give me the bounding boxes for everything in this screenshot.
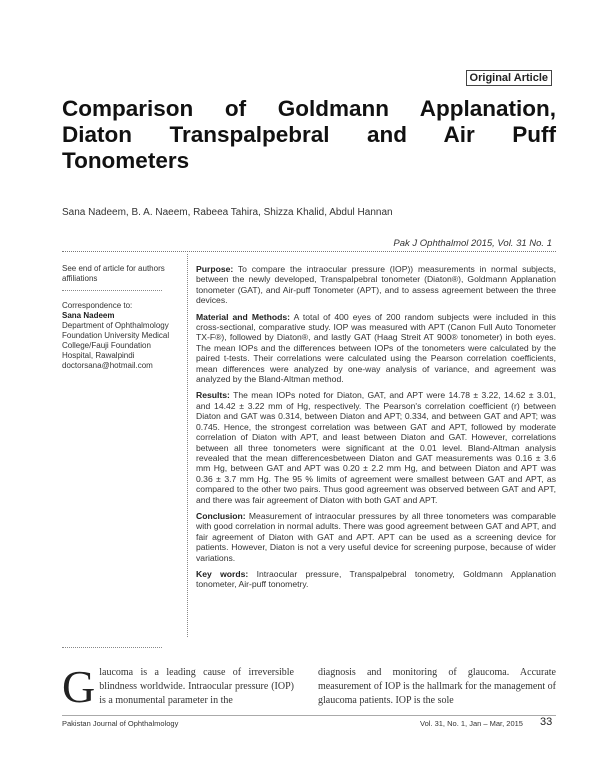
footer-issue: Vol. 31, No. 1, Jan – Mar, 2015 bbox=[420, 719, 523, 728]
methods-label: Material and Methods: bbox=[196, 311, 291, 322]
abstract-keywords bbox=[196, 569, 556, 590]
affiliations-note: See end of article for authors affiliations bbox=[62, 264, 165, 283]
footer-rule bbox=[62, 715, 556, 716]
sidebar-divider bbox=[62, 290, 162, 291]
correspondence-email: doctorsana@hotmail.com bbox=[62, 361, 153, 370]
conclusion-label: Conclusion: bbox=[196, 510, 246, 521]
abstract bbox=[196, 264, 556, 596]
keywords-text: Intraocular pressure, Transpalpebral tonometry, Goldmann Applanation tonometer, Air-puff tonometry. bbox=[196, 568, 556, 590]
dotted-divider-bottom bbox=[62, 647, 162, 648]
purpose-label: Purpose: bbox=[196, 264, 234, 274]
abstract-conclusion bbox=[196, 511, 556, 563]
page-number: 33 bbox=[540, 716, 553, 728]
correspondence-address: Department of Ophthalmology Foundation University Medical College/Fauji Foundation Hospital, Rawalpindi bbox=[62, 321, 170, 360]
sidebar bbox=[62, 264, 180, 371]
methods-text: A total of 400 eyes of 200 random subjects were included in this cross-sectional, comparative study. IOP was measured with APT (Canon Full Auto Tonometer TX-F®), followed by Diaton®, and lastly GAT (Haag Streit AT 900® tonometer) in both eyes. The mean IOPs and the differences between IOPs of the tonometers were calculated by the paired t-tests. Their correlations were calculated using the Pearson correlation coefficients, mean differences were analyzed by one-way analysis of variance, and agreement was analyzed by the Bland-Altman method. bbox=[196, 311, 556, 385]
abstract-purpose bbox=[196, 264, 556, 306]
keywords-label: Key words: bbox=[196, 568, 249, 579]
abstract-results bbox=[196, 390, 556, 504]
body-column-1 bbox=[62, 661, 294, 712]
footer-journal-name: Pakistan Journal of Ophthalmology bbox=[62, 719, 179, 728]
conclusion-text: Measurement of intraocular pressures by all three tonometers was comparable with good correlation in normal adults. There was good agreement between GAT and APT, and fair agreement of Diaton with GAT and APT. APT can be used as a screening device for patients. However, Diaton is not a very useful device for screening purpose, because of wider variations. bbox=[196, 510, 556, 563]
body-column-2: diagnosis and monitoring of glaucoma. Accurate measurement of IOP is the hallmark for the management of glaucoma patients. IOP is the sole bbox=[318, 667, 556, 706]
author-list: Sana Nadeem, B. A. Naeem, Rabeea Tahira, Shizza Khalid, Abdul Hannan bbox=[62, 207, 393, 218]
purpose-text: To compare the intraocular pressure (IOP)) measurements in normal subjects, between the newly developed, Transpalpebral tonometer (Diaton®), Goldmann Applanation tonometer (GAT), and Air-puff Tonometer (APT), and to assess agreement between the three devices. bbox=[196, 264, 556, 306]
article-type-label: Original Article bbox=[466, 70, 552, 86]
correspondence-label: Correspondence to: bbox=[62, 301, 133, 310]
dotted-vertical-divider bbox=[187, 254, 188, 637]
results-text: The mean IOPs noted for Diaton, GAT, and APT were 14.78 ± 3.22, 14.62 ± 3.01, and 14.42 ± 3.22 mm of Hg, respectively. The Pearson's correlation coefficient (r) between Diaton and GAT was 0.314, between Diaton and APT; 0.334, and between GAT and APT; was 0.745. Hence, the strongest correlation was between GAT and APT, followed by moderate correlation of Diaton with APT, and least between Diaton and GAT. However, correlations between all three tonometers were significant at the 0.01 level. Bland-Altman analysis revealed that the mean differencesbetween Diaton and GAT measurements was 0.16 ± 3.6 mm Hg, between GAT and APT was 0.20 ± 2.2 mm Hg, and between Diaton and APT was 0.36 ± 3.7 mm Hg. The 95 % limits of agreement were smallest between GAT and APT, as compared to the other two pairs. Thus good agreement was observed between GAT and APT, and there was fair agreement of Diaton with both GAT and APT. bbox=[196, 390, 556, 505]
body-text-1: laucoma is a leading cause of irreversible blindness worldwide. Intraocular pressure (IOP) is a monumental parameter in the bbox=[99, 667, 294, 706]
journal-citation: Pak J Ophthalmol 2015, Vol. 31 No. 1 bbox=[393, 238, 552, 249]
drop-cap: G bbox=[62, 661, 96, 712]
dotted-divider-top bbox=[62, 251, 556, 252]
correspondence-name: Sana Nadeem bbox=[62, 311, 115, 320]
article-title: Comparison of Goldmann Applanation, Diaton Transpalpebral and Air Puff Tonometers bbox=[62, 96, 556, 173]
results-label: Results: bbox=[196, 390, 230, 401]
abstract-methods bbox=[196, 312, 556, 385]
